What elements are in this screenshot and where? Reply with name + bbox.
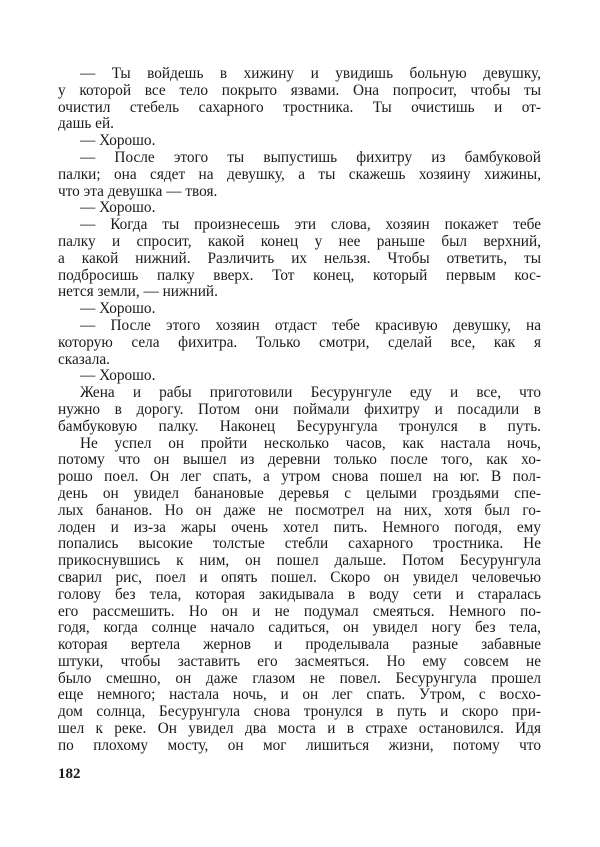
- page-number: 182: [58, 766, 81, 782]
- text-line: подбросишь палку вверх. Тот конец, который первым кос-: [58, 266, 541, 284]
- text-line: у которой все тело покрыто язвами. Она попросит, чтобы ты: [58, 81, 541, 99]
- text-line: Жена и рабы приготовили Бесурунгуле еду и все, что: [80, 384, 541, 402]
- text-line: — Хорошо.: [80, 367, 156, 385]
- text-line: шел к реке. Он увидел два моста и в страхе остановился. Идя: [58, 720, 541, 738]
- text-line: штуки, чтобы заставить его засмеяться. Но ему совсем не: [58, 652, 541, 670]
- text-line: — Когда ты произнесешь эти слова, хозяин покажет тебе: [80, 216, 541, 234]
- text-line: по плохому мосту, он мог лишиться жизни, потому что: [58, 736, 541, 754]
- text-line: бамбуковую палку. Наконец Бесурунгула тронулся в путь.: [58, 417, 541, 435]
- text-line: еще немного; настала ночь, и он лег спать. Утром, с восхо-: [58, 686, 541, 704]
- text-line: — Ты войдешь в хижину и увидишь больную девушку,: [80, 65, 541, 82]
- text-line: потому что он вышел из деревни только после того, как хо-: [58, 451, 541, 469]
- text-line: — Хорошо.: [80, 132, 156, 150]
- text-line: голову без тела, которая закидывала в воду сети и старалась: [58, 585, 541, 603]
- text-line: очистил стебель сахарного тростника. Ты очистишь и от-: [58, 98, 541, 116]
- text-line: дом солнца, Бесурунгула снова тронулся в путь и скоро при-: [58, 703, 541, 721]
- text-line: палки; она сядет на девушку, а ты скажешь хозяину хижины,: [58, 165, 541, 183]
- text-line: нужно в дорогу. Потом они поймали фихитру и посадили в: [58, 400, 541, 418]
- text-line: Не успел он пройти несколько часов, как настала ночь,: [80, 434, 541, 452]
- text-line: было смешно, он даже глазом не повел. Бесурунгула прошел: [58, 669, 541, 687]
- text-line: дашь ей.: [58, 115, 114, 133]
- text-line: — После этого ты выпустишь фихитру из бамбуковой: [80, 148, 541, 166]
- page-text: [58, 66, 541, 755]
- text-line: а какой нижний. Различить их нельзя. Чтобы ответить, ты: [58, 249, 541, 267]
- text-line: лоден и из-за жары очень хотел пить. Немного погодя, ему: [58, 518, 541, 536]
- text-line: — После этого хозяин отдаст тебе красивую девушку, на: [80, 316, 541, 334]
- text-line: — Хорошо.: [80, 199, 156, 217]
- text-line: день он увидел банановые деревья с целыми гроздьями спе-: [58, 484, 541, 502]
- text-line: попались высокие толстые стебли сахарного тростника. Не: [58, 535, 541, 553]
- text-line: рошо поел. Он лег спать, а утром снова пошел на юг. В пол-: [58, 468, 541, 486]
- text-line: годя, когда солнце начало садиться, он увидел ногу без тела,: [58, 619, 541, 637]
- text-line: — Хорошо.: [80, 300, 156, 318]
- text-line: которая вертела жернов и проделывала разные забавные: [58, 636, 541, 654]
- text-line: которую села фихитра. Только смотри, сделай все, как я: [58, 333, 541, 351]
- text-line: лых бананов. Но он даже не посмотрел на них, хотя был го-: [58, 501, 541, 519]
- text-line: сказала.: [58, 350, 110, 368]
- text-line: прикоснувшись к ним, он пошел дальше. Потом Бесурунгула: [58, 552, 541, 570]
- text-line: что эта девушка — твоя.: [58, 182, 218, 200]
- text-line: сварил рис, поел и опять пошел. Скоро он увидел человечью: [58, 568, 541, 586]
- text-line: палку и спросит, какой конец у нее раньше был верхний,: [58, 232, 541, 250]
- text-line: нется земли, — нижний.: [58, 283, 218, 301]
- text-line: его рассмешить. Но он и не подумал смеяться. Немного по-: [58, 602, 541, 620]
